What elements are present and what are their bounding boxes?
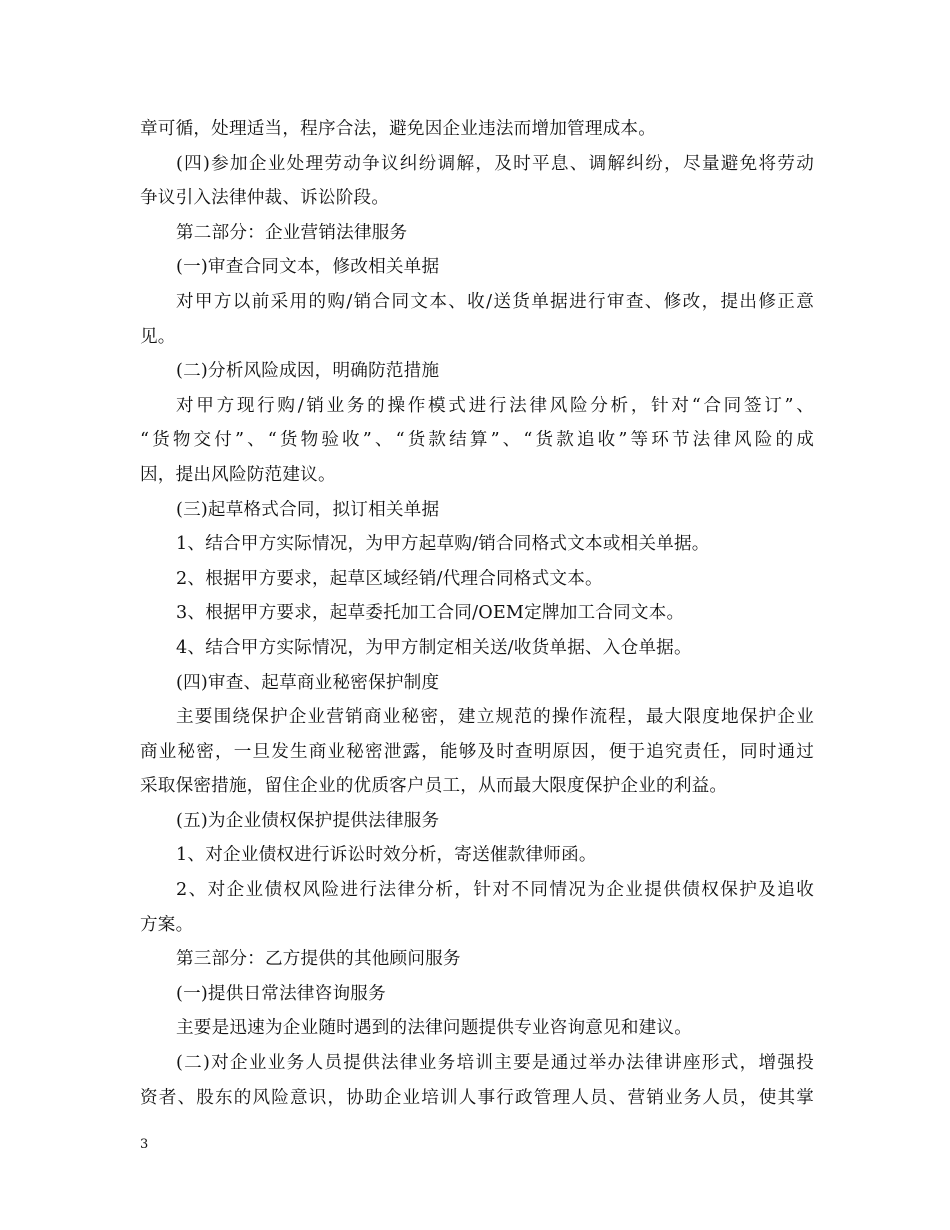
- subsection-heading: (二)分析风险成因，明确防范措施: [176, 361, 440, 382]
- subsection-heading: (五)为企业债权保护提供法律服务: [176, 810, 440, 831]
- text-line: 商业秘密，一旦发生商业秘密泄露，能够及时查明原因，便于追究责任，同时通过: [140, 741, 814, 762]
- list-item: 2、根据甲方要求，起草区域经销/代理合同格式文本。: [176, 568, 603, 589]
- text-line: 资者、股东的风险意识，协助企业培训人事行政管理人员、营销业务人员，使其掌: [140, 1087, 814, 1108]
- section-heading: 第三部分：乙方提供的其他顾问服务: [176, 949, 461, 970]
- list-item: 2、对企业债权风险进行法律分析，针对不同情况为企业提供债权保护及追收: [176, 880, 814, 901]
- list-item: 4、结合甲方实际情况，为甲方制定相关送/收货单据、入仓单据。: [176, 637, 692, 658]
- text-line: (二)对企业业务人员提供法律业务培训主要是通过举办法律讲座形式，增强投: [176, 1053, 814, 1074]
- subsection-heading: (一)提供日常法律咨询服务: [176, 983, 386, 1004]
- list-item: 1、对企业债权进行诉讼时效分析，寄送催款律师函。: [176, 845, 597, 866]
- text-line: 因，提出风险防范建议。: [140, 464, 336, 485]
- subsection-heading: (四)审查、起草商业秘密保护制度: [176, 672, 440, 693]
- page-number: 3: [140, 1137, 149, 1152]
- text-line: 主要是迅速为企业随时遇到的法律问题提供专业咨询意见和建议。: [176, 1018, 693, 1039]
- text-line: 对甲方现行购/销业务的操作模式进行法律风险分析，针对“合同签订”、: [176, 395, 814, 416]
- subsection-heading: (三)起草格式合同，拟订相关单据: [176, 499, 440, 520]
- subsection-heading: (一)审查合同文本，修改相关单据: [176, 257, 440, 278]
- text-line: 争议引入法律仲裁、诉讼阶段。: [140, 188, 390, 209]
- document-body: [140, 112, 814, 1115]
- text-line: 方案。: [140, 914, 194, 935]
- section-heading: 第二部分：企业营销法律服务: [176, 222, 408, 243]
- text-line: 采取保密措施，留住企业的优质客户员工，从而最大限度保护企业的利益。: [140, 776, 728, 797]
- text-line: 对甲方以前采用的购/销合同文本、收/送货单据进行审查、修改，提出修正意: [176, 291, 814, 312]
- text-line: 见。: [140, 326, 176, 347]
- text-line: (四)参加企业处理劳动争议纠纷调解，及时平息、调解纠纷，尽量避免将劳动: [176, 153, 814, 174]
- list-item: 1、结合甲方实际情况，为甲方起草购/销合同格式文本或相关单据。: [176, 534, 710, 555]
- list-item: 3、根据甲方要求，起草委托加工合同/OEM定牌加工合同文本。: [176, 603, 685, 624]
- text-line: 主要围绕保护企业营销商业秘密，建立规范的操作流程，最大限度地保护企业: [176, 707, 814, 728]
- text-line: “货物交付”、“货物验收”、“货款结算”、“货款追收”等环节法律风险的成: [140, 430, 814, 451]
- text-line: 章可循，处理适当，程序合法，避免因企业违法而增加管理成本。: [140, 119, 657, 139]
